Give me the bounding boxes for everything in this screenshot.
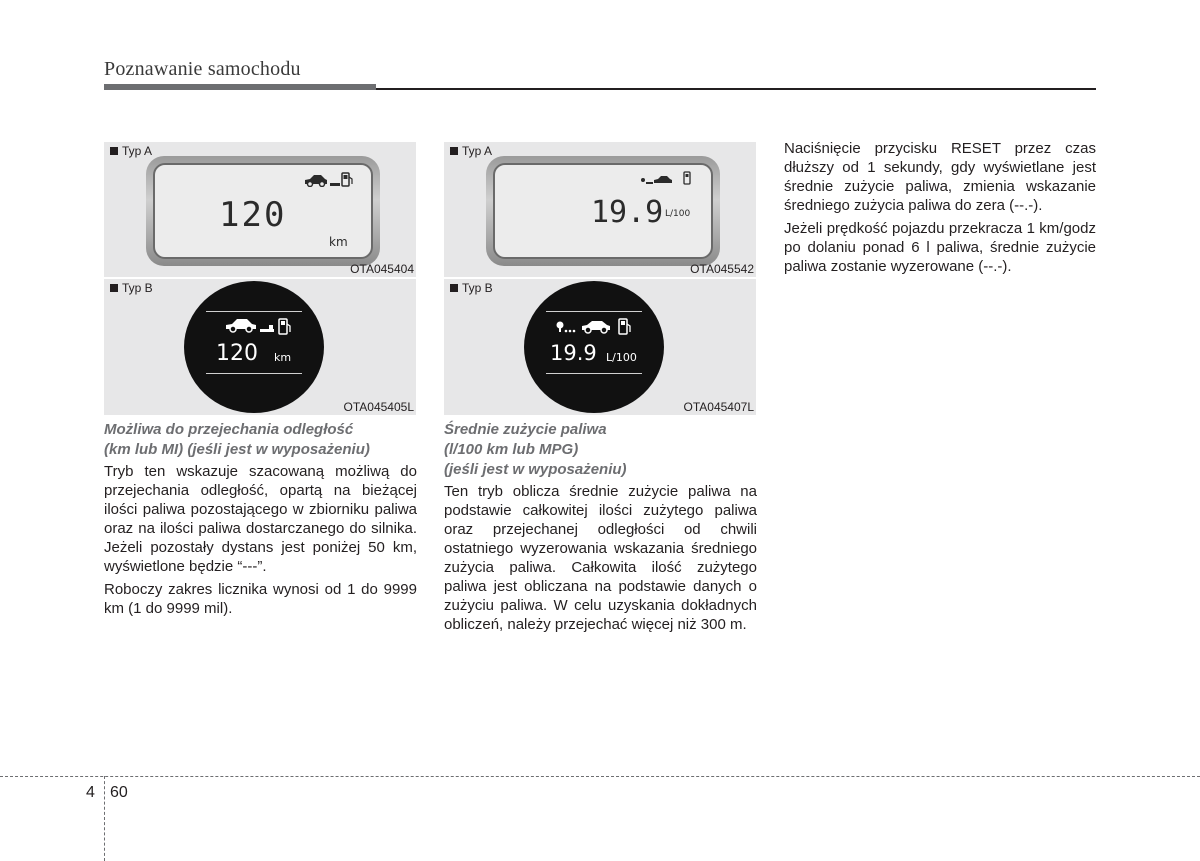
lcd-screen <box>153 163 373 259</box>
divider-line <box>206 373 302 374</box>
figure-code: OTA045542 <box>690 262 754 276</box>
divider-line <box>546 311 642 312</box>
dots-icon <box>641 177 653 185</box>
figure-code: OTA045405L <box>343 400 414 414</box>
heading-line: (l/100 km lub MPG) <box>444 441 579 458</box>
unit-label: km <box>329 235 348 249</box>
dots-icon <box>330 181 340 187</box>
distance-reading: 120 <box>216 341 258 366</box>
fuel-pump-icon <box>341 171 353 187</box>
footer-rule <box>0 776 1200 777</box>
figure-distance-type-a <box>104 142 416 277</box>
lcd-display-frame <box>146 156 380 266</box>
divider-line <box>546 373 642 374</box>
consumption-reading: 19.9 <box>550 341 597 365</box>
consumption-reading: 19.9 <box>591 195 664 230</box>
heading-line: Możliwa do przejechania odległość <box>104 421 354 438</box>
lcd-display-frame <box>486 156 720 266</box>
lcd-screen <box>493 163 713 259</box>
paragraph: Tryb ten wskazuje szacowaną możliwą do przejechania odległość, opartą na bieżącej ilości paliwa pozostającego w zbiorniku paliwa oraz na ilości paliwa dostarczanego do silnika. Jeżeli pozostały dystans jest poniżej 50 km, wyświetlone będzie “---”. <box>104 463 417 575</box>
car-icon <box>224 317 258 333</box>
paragraph: Ten tryb oblicza średnie zużycie paliwa na podstawie całkowitej ilości zużytego paliwa oraz przejechanej odległości od chwili ostatniego wyzerowania wskazania średniego zużycia paliwa. Całkowita ilość zużytego paliwa jest obliczana na podstawie danych o zużyciu paliwa. W celu uzyskania dokładnych obliczeń, należy przejechać więcej niż 300 m. <box>444 483 757 633</box>
divider-line <box>206 311 302 312</box>
dots-icon <box>556 321 578 333</box>
body-text-distance <box>104 462 417 622</box>
footer-divider <box>104 776 105 861</box>
distance-reading: 120 <box>219 195 287 235</box>
car-icon <box>653 175 673 185</box>
figure-label: Typ B <box>110 281 153 295</box>
chapter-number: 4 <box>86 784 95 801</box>
unit-label: km <box>274 351 292 364</box>
unit-label: L/100 <box>665 209 691 219</box>
header-rule-thin <box>376 88 1096 90</box>
body-text-reset <box>784 139 1096 280</box>
figure-distance-type-b <box>104 279 416 415</box>
figure-code: OTA045404 <box>350 262 414 276</box>
round-display <box>184 281 324 413</box>
paragraph: Naciśnięcie przycisku RESET przez czas dłuższy od 1 sekundy, gdy wyświetlane jest średnie zużycie paliwa, zmienia wskazanie średniego zużycia paliwa do zera (--.-). <box>784 140 1096 214</box>
page-number: 60 <box>110 784 128 801</box>
figure-consumption-type-a <box>444 142 756 277</box>
heading-line: Średnie zużycie paliwa <box>444 421 607 438</box>
figure-consumption-type-b <box>444 279 756 415</box>
car-icon <box>303 173 329 187</box>
section-heading-distance <box>104 420 418 460</box>
header-rule-thick <box>104 84 376 90</box>
fuel-pump-icon <box>278 317 292 335</box>
body-text-consumption <box>444 482 757 638</box>
paragraph: Roboczy zakres licznika wynosi od 1 do 9999 km (1 do 9999 mil). <box>104 581 417 617</box>
paragraph: Jeżeli prędkość pojazdu przekracza 1 km/godz po dolaniu ponad 6 l paliwa, średnie zużycie paliwa zostanie wyzerowane (--.-). <box>784 220 1096 275</box>
figure-label: Typ A <box>450 144 492 158</box>
figure-code: OTA045407L <box>683 400 754 414</box>
fuel-pump-icon <box>683 171 693 185</box>
heading-line: (jeśli jest w wyposażeniu) <box>444 461 627 478</box>
dots-icon <box>260 325 274 333</box>
figure-label: Typ A <box>110 144 152 158</box>
round-display <box>524 281 664 413</box>
car-icon <box>580 319 612 334</box>
unit-label: L/100 <box>606 351 637 364</box>
section-heading-consumption <box>444 420 758 480</box>
figure-label: Typ B <box>450 281 493 295</box>
heading-line: (km lub MI) (jeśli jest w wyposażeniu) <box>104 441 370 458</box>
page-title: Poznawanie samochodu <box>104 58 301 80</box>
fuel-pump-icon <box>618 317 632 335</box>
